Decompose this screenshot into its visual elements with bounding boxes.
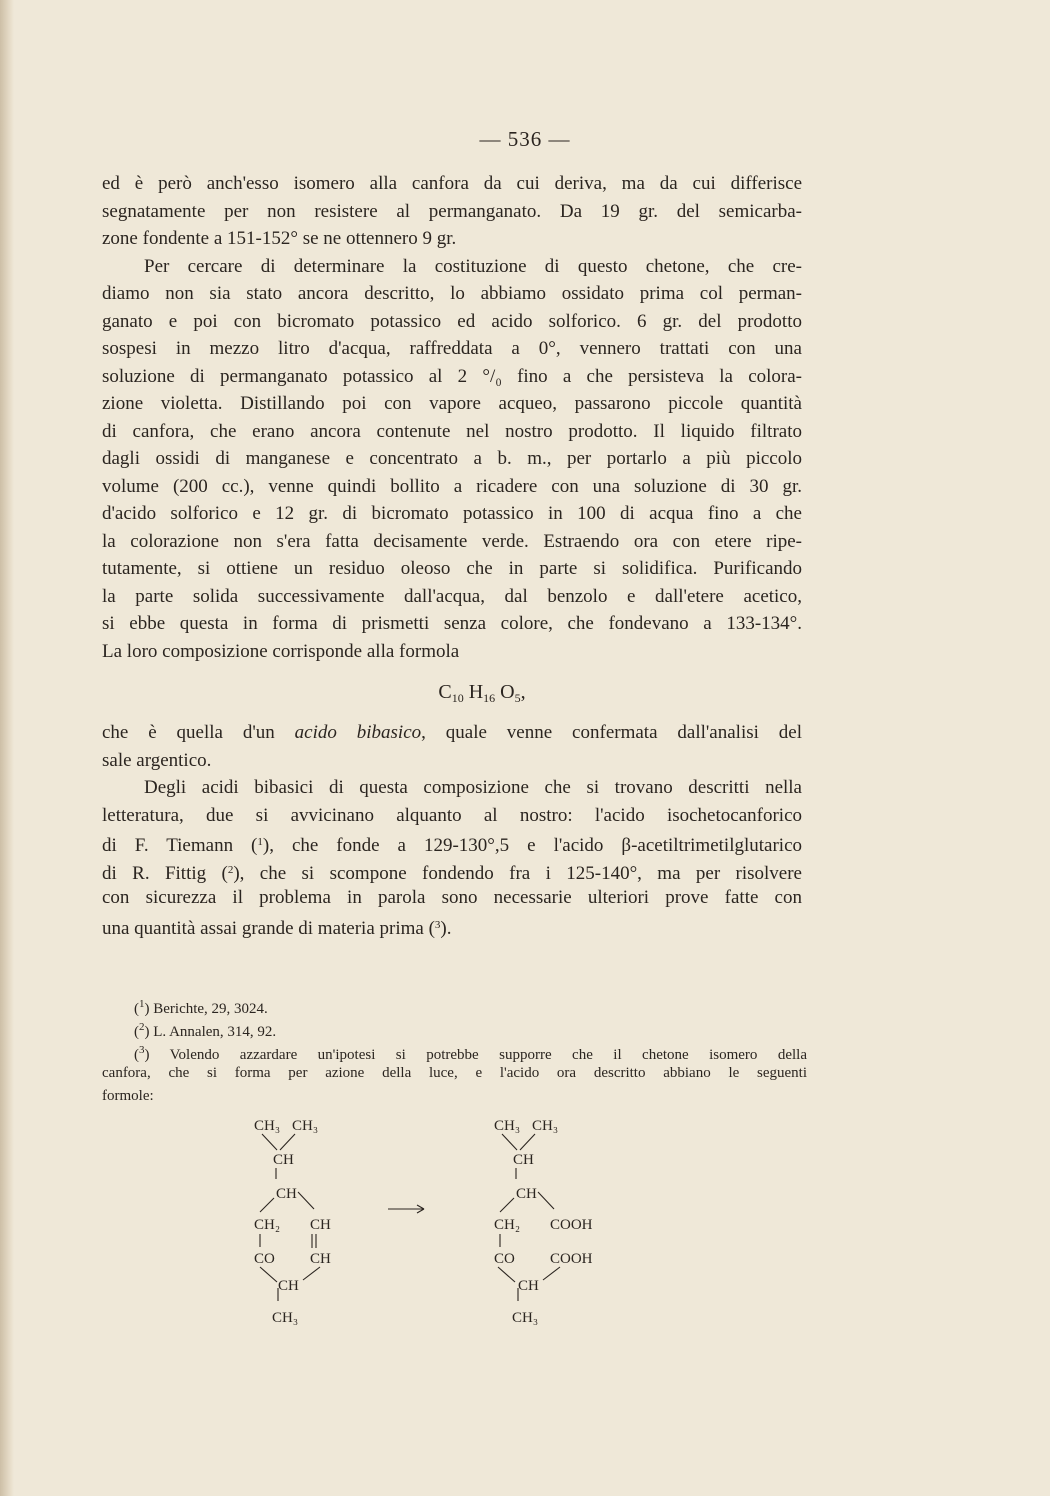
text-line: zone fondente a 151-152° se ne ottennero 9 gr.: [102, 228, 457, 249]
footnote-3-cont: canfora, che si forma per azione della luce, e l'acido ora descritto abbiano le seguenti: [102, 1065, 807, 1081]
left-ch2: CH₂: [254, 1217, 281, 1233]
footnote-marker: 2: [139, 1021, 145, 1033]
footnote-ref-3[interactable]: 3: [434, 918, 441, 931]
left-ch-right: CH: [310, 1217, 331, 1233]
text-line: Per cercare di determinare la costituzione di questo chetone, che cre-: [144, 255, 802, 277]
text-line: soluzione di permanganato potassico al 2 °/₀ fino a che persisteva la colora-: [102, 365, 802, 387]
footnote-marker: 3: [139, 1044, 145, 1056]
right-co: CO: [494, 1251, 515, 1267]
footnote-marker: 1: [139, 998, 145, 1010]
footnote-text: L. Annalen, 314, 92.: [149, 1024, 277, 1040]
left-ch-bottom: CH: [278, 1278, 299, 1294]
right-ch-bottom: CH: [518, 1278, 539, 1294]
structural-formula-svg: [240, 1108, 640, 1338]
text-line: sospesi in mezzo litro d'acqua, raffreddata a 0°, vennero trattati con una: [102, 338, 802, 359]
text-line: [102, 857, 802, 885]
right-ch-mid: CH: [516, 1186, 537, 1202]
chemical-formula: [102, 665, 802, 719]
text-line: diamo non sia stato ancora descritto, lo abbiamo ossidato prima col perman-: [102, 283, 802, 304]
footnote-text: Volendo azzardare un'ipotesi si potrebbe supporre che il chetone isomero della: [149, 1047, 807, 1063]
footnote-1: ($^1$) Berichte, 29, 3024.: [134, 998, 268, 1017]
text-line: La loro composizione corrisponde alla formola: [102, 640, 460, 662]
text-span: una quantità assai grande di materia prima (: [102, 917, 435, 939]
formula-hydrogen-count: 16: [483, 691, 496, 705]
footnote-3-cont: formole:: [102, 1088, 154, 1104]
text-span: di F. Tiemann (: [102, 835, 258, 856]
footnote-2: ($^2$) L. Annalen, 314, 92.: [134, 1021, 277, 1040]
text-line: si ebbe questa in forma di prismetti senza colore, che fondevano a 133-134°.: [102, 613, 802, 634]
text-line: la colorazione non s'era fatta decisamente verde. Estraendo ora con etere ripe-: [102, 530, 802, 552]
footnote-text: Berichte, 29, 3024.: [149, 1001, 268, 1017]
text-span: ).: [440, 917, 452, 939]
right-ch3-a: CH₃: [494, 1118, 521, 1134]
formula-carbon-count: 10: [451, 691, 464, 705]
text-line: ed è però anch'esso isomero alla canfora da cui deriva, ma da cui differisce: [102, 173, 802, 194]
left-ch3-a: CH₃: [254, 1118, 281, 1134]
left-ch-mid: CH: [276, 1186, 297, 1202]
text-line: sale argentico.: [102, 749, 212, 771]
text-line: di canfora, che erano ancora contenute nel nostro prodotto. Il liquido filtrato: [102, 420, 802, 442]
right-ch3-bottom: CH₃: [512, 1310, 539, 1326]
text-line: letteratura, due si avvicinano alquanto al nostro: l'acido isochetocanforico: [102, 804, 802, 826]
left-ch-top: CH: [273, 1152, 294, 1168]
page-number: — 536 —: [479, 127, 571, 151]
text-span: ), che si scompone fondendo fra i 125-140°, ma per risolvere: [233, 862, 802, 884]
text-line: volume (200 cc.), venne quindi bollito a ricadere con una soluzione di 30 gr.: [102, 475, 802, 497]
right-ch2: CH₂: [494, 1217, 521, 1233]
formula-hydrogen: H: [468, 681, 484, 703]
formula-oxygen-count: 5: [514, 691, 521, 705]
text-line: segnatamente per non resistere al permanganato. Da 19 gr. del semicarba-: [102, 200, 802, 222]
page-edge-shadow: [0, 0, 14, 1496]
formula-oxygen: O: [500, 681, 515, 703]
left-ch3-bottom: CH₃: [272, 1310, 299, 1326]
text-line: [102, 829, 802, 857]
text-line: ganato e poi con bicromato potassico ed acido solforico. 6 gr. del prodotto: [102, 310, 802, 332]
text-line: zione violetta. Distillando poi con vapore acqueo, passarono piccole quantità: [102, 393, 802, 414]
footnote-ref-1[interactable]: 1: [257, 836, 263, 848]
right-ch3-b: CH₃: [532, 1118, 559, 1134]
text-line: [102, 719, 802, 747]
text-line: d'acido solforico e 12 gr. di bicromato potassico in 100 di acqua fino a che: [102, 503, 802, 524]
formula-carbon: C: [438, 681, 452, 703]
left-co: CO: [254, 1251, 275, 1267]
left-ch-right-2: CH: [310, 1251, 331, 1267]
footnote-ref-2[interactable]: 2: [227, 863, 234, 876]
text-line: dagli ossidi di manganese e concentrato a b. m., per portarlo a più piccolo: [102, 448, 802, 469]
left-ch3-b: CH₃: [292, 1118, 319, 1134]
structural-formula-diagram: [240, 1108, 640, 1338]
text-line: con sicurezza il problema in parola sono necessarie ulteriori prove fatte con: [102, 887, 802, 908]
formula-comma: ,: [520, 681, 526, 703]
text-line: [102, 912, 802, 940]
footnote-3: ($^3$) Volendo azzardare un'ipotesi si potrebbe supporre che il chetone isomero della: [134, 1044, 807, 1063]
text-line: Degli acidi bibasici di questa composizione che si trovano descritti nella: [144, 777, 802, 798]
text-span: ), che fonde a 129-130°,5 e l'acido β-acetiltrimetilglutarico: [262, 835, 802, 856]
main-text: [102, 170, 802, 939]
text-span: , quale venne confermata dall'analisi del: [421, 722, 802, 743]
text-span: di R. Fittig (: [102, 862, 228, 884]
text-line: la parte solida successivamente dall'acqua, dal benzolo e dall'etere acetico,: [102, 585, 802, 607]
text-span: che è quella d'un: [102, 722, 295, 743]
emphasis-acido-bibasico: acido bibasico: [294, 722, 422, 743]
footnotes: [102, 993, 807, 1108]
right-cooh-1: COOH: [550, 1217, 593, 1233]
right-cooh-2: COOH: [550, 1251, 593, 1267]
right-ch-top: CH: [513, 1152, 534, 1168]
text-line: tutamente, si ottiene un residuo oleoso che in parte si solidifica. Purificando: [102, 558, 802, 579]
